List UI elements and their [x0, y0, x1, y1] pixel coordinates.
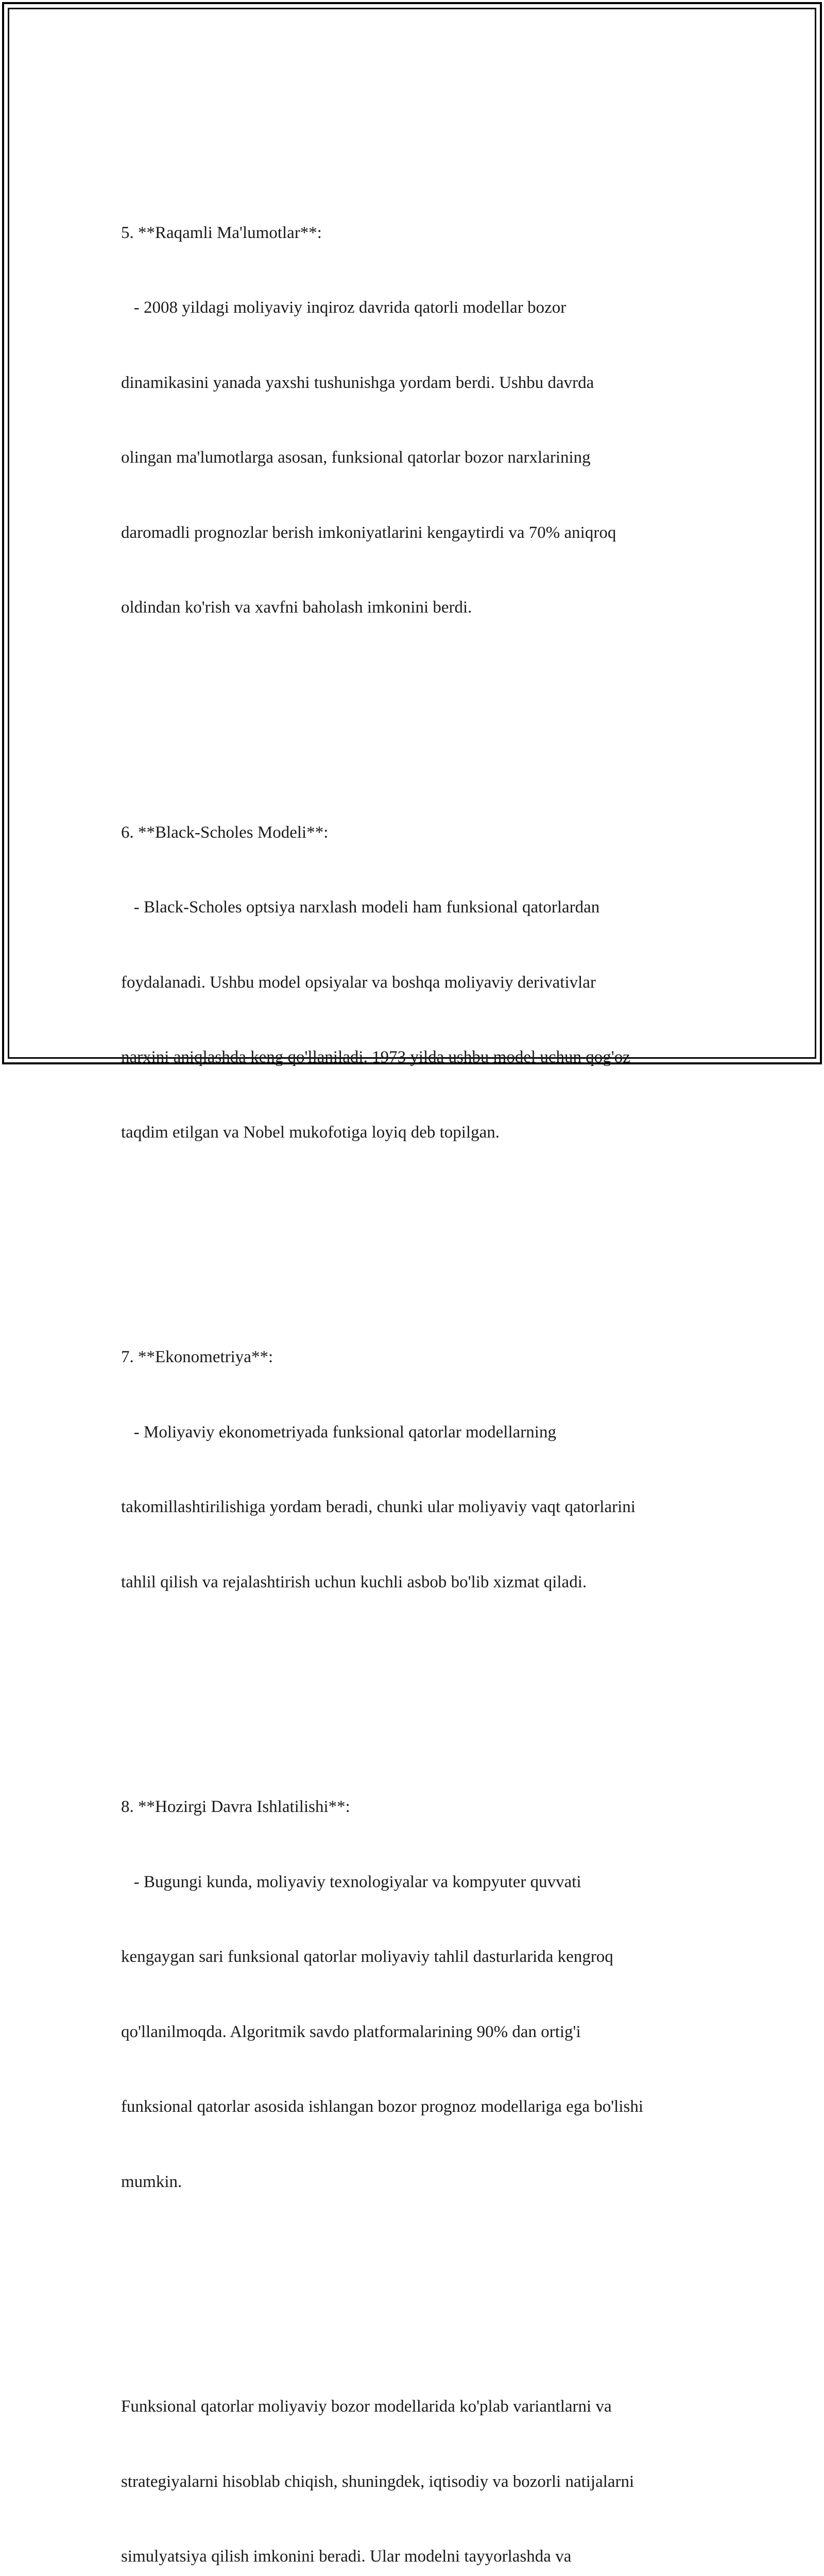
conclusion-line: simulyatsiya qilish imkonini beradi. Ular modelni tayyorlashda va [121, 2547, 572, 2566]
section-line: oldindan ko'rish va xavfni baholash imkonini berdi. [121, 598, 472, 617]
section-line: takomillashtirilishiga yordam beradi, chunki ular moliyaviy vaqt qatorlarini [121, 1498, 636, 1516]
section-line: olingan ma'lumotlarga asosan, funksional qatorlar bozor narxlarining [121, 448, 591, 467]
section-line: mumkin. [121, 2172, 182, 2191]
document-body [121, 95, 708, 2576]
section-heading: 8. **Hozirgi Davra Ishlatilishi**: [121, 1798, 350, 1816]
section-line: taqdim etilgan va Nobel mukofotiga loyiq deb topilgan. [121, 1123, 500, 1142]
conclusion-line: strategiyalarni hisoblab chiqish, shuningdek, iqtisodiy va bozorli natijalarni [121, 2472, 634, 2491]
section-heading: 6. **Black-Scholes Modeli**: [121, 823, 329, 842]
conclusion-line: Funksional qatorlar moliyaviy bozor modellarida ko'plab variantlarni va [121, 2397, 612, 2416]
conclusion-paragraph [121, 2344, 708, 2576]
section-line: tahlil qilish va rejalashtirish uchun kuchli asbob bo'lib xizmat qiladi. [121, 1572, 587, 1591]
section-line: dinamikasini yanada yaxshi tushunishga yordam berdi. Ushbu davrda [121, 373, 594, 392]
section-line: daromadli prognozlar berish imkoniyatlarini kengaytirdi va 70% aniqroq [121, 523, 616, 542]
section-line: - Black-Scholes optsiya narxlash modeli ham funksional qatorlardan [121, 898, 600, 917]
section-hozirgi-davra [121, 1744, 708, 2244]
section-line: funksional qatorlar asosida ishlangan bozor prognoz modellariga ega bo'lishi [121, 2097, 644, 2116]
section-raqamli-malumotlar [121, 171, 708, 670]
section-line: kengaygan sari funksional qatorlar moliyaviy tahlil dasturlarida kengroq [121, 1947, 613, 1966]
section-heading: 5. **Raqamli Ma'lumotlar**: [121, 223, 322, 242]
section-line: foydalanadi. Ushbu model opsiyalar va boshqa moliyaviy derivativlar [121, 973, 596, 992]
section-line: - 2008 yildagi moliyaviy inqiroz davrida qatorli modellar bozor [121, 298, 566, 317]
section-line: - Bugungi kunda, moliyaviy texnologiyalar va kompyuter quvvati [121, 1872, 581, 1891]
section-line: - Moliyaviy ekonometriyada funksional qatorlar modellarning [121, 1422, 556, 1442]
section-heading: 7. **Ekonometriya**: [121, 1348, 273, 1366]
section-ekonometriya [121, 1295, 708, 1645]
section-black-scholes [121, 770, 708, 1195]
section-line: qo'llanilmoqda. Algoritmik savdo platformalarining 90% dan ortig'i [121, 2022, 581, 2041]
section-line: narxini aniqlashda keng qo'llaniladi. 1973 yilda ushbu model uchun qog'oz [121, 1048, 630, 1066]
